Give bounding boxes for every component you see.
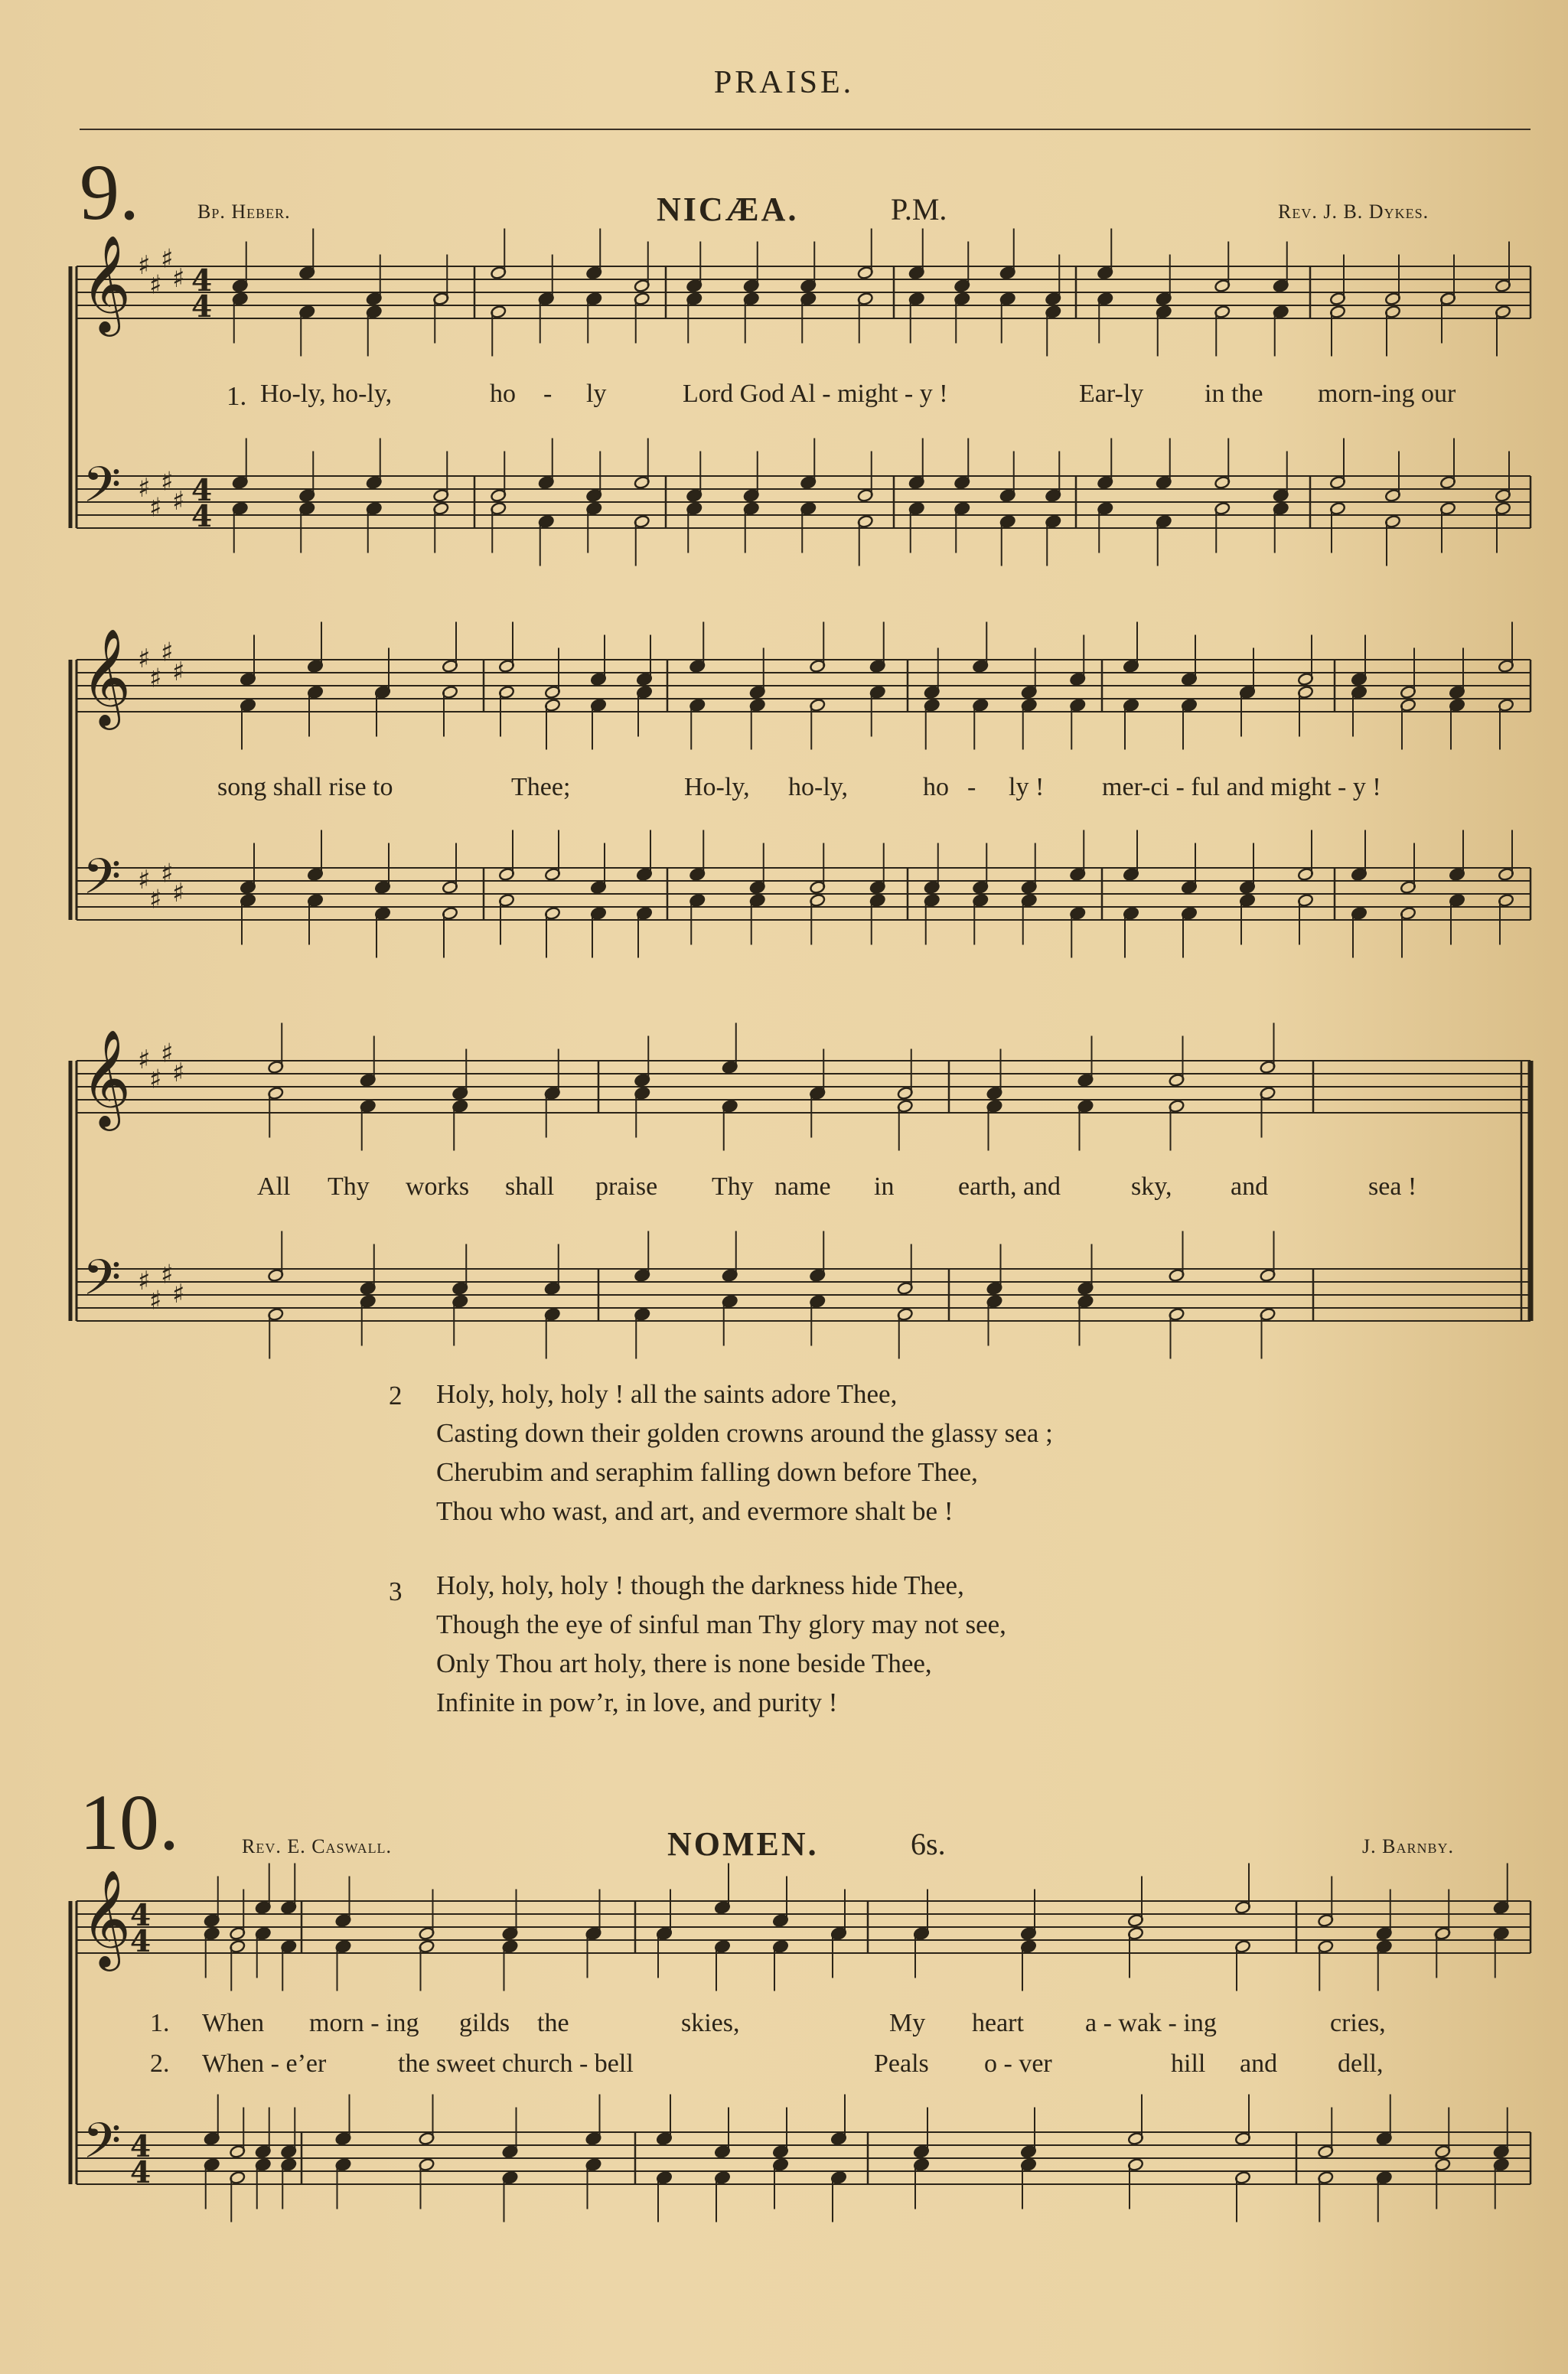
sharp-icon: ♯ xyxy=(172,1058,185,1088)
lyric: Ear-ly xyxy=(1079,380,1144,408)
hymn9-author: Bp. Heber. xyxy=(197,201,291,223)
lyric: mer-ci - ful and might - y ! xyxy=(1102,773,1381,801)
treble-clef-icon: 𝄞 xyxy=(81,1869,132,1967)
lyric: All xyxy=(257,1172,291,1201)
lyric: in xyxy=(874,1172,895,1201)
lyric: shall xyxy=(505,1172,555,1201)
hymn10-author: Rev. E. Caswall. xyxy=(242,1835,393,1857)
bass-clef-icon: 𝄢 xyxy=(83,1250,122,1319)
lyric: sky, xyxy=(1131,1172,1172,1201)
sharp-icon: ♯ xyxy=(138,644,151,674)
lyric: morn-ing our xyxy=(1318,380,1456,408)
hymn10-number: 10. xyxy=(80,1779,179,1867)
lyric: When - e’er xyxy=(202,2050,327,2078)
sharp-icon: ♯ xyxy=(149,1285,162,1316)
lyric: song shall rise to xyxy=(217,773,393,801)
stanza-line: Only Thou art holy, there is none beside Thee, xyxy=(436,1648,932,1678)
lyric: earth, and xyxy=(958,1172,1061,1201)
time-signature-top: 4 xyxy=(130,1898,152,1933)
lyric: - xyxy=(967,773,976,801)
sharp-icon: ♯ xyxy=(138,250,151,281)
lyric: ho-ly, xyxy=(788,773,849,801)
lyric: heart xyxy=(972,2009,1024,2037)
lyric: Peals xyxy=(874,2050,929,2078)
stanza-line: Infinite in pow’r, in love, and purity ! xyxy=(436,1688,838,1717)
lyric: - xyxy=(543,380,553,408)
sharp-icon: ♯ xyxy=(138,865,151,895)
lyric: and xyxy=(1240,2050,1278,2078)
lyric: ho xyxy=(490,380,516,408)
sharp-icon: ♯ xyxy=(149,884,162,915)
sharp-icon: ♯ xyxy=(161,466,174,497)
lyric: skies, xyxy=(681,2009,740,2037)
clefs xyxy=(81,234,131,2182)
time-signature-bottom: 4 xyxy=(130,1924,152,1959)
bass-clef-icon: 𝄢 xyxy=(83,457,122,526)
lyric: works xyxy=(406,1172,470,1201)
lyric: cries, xyxy=(1330,2009,1386,2037)
sharp-icon: ♯ xyxy=(172,657,185,687)
hymn9-composer: Rev. J. B. Dykes. xyxy=(1278,201,1429,223)
lyric: When xyxy=(202,2009,265,2037)
stanza-number: 3 xyxy=(389,1577,403,1606)
lyric: sea ! xyxy=(1368,1172,1417,1201)
verse-number: 1. xyxy=(150,2009,170,2037)
sharp-icon: ♯ xyxy=(149,663,162,694)
time-signature-bottom: 4 xyxy=(191,499,213,534)
stanza-line: Cherubim and seraphim falling down before Thee, xyxy=(436,1457,978,1487)
time-signature-top: 4 xyxy=(191,473,213,508)
lyric: hill xyxy=(1171,2050,1206,2078)
hymn9-meter: P.M. xyxy=(891,192,947,227)
hymn10-composer: J. Barnby. xyxy=(1362,1835,1454,1857)
stanza-line: Holy, holy, holy ! though the darkness hide Thee, xyxy=(436,1570,964,1600)
hymn10-tune: NOMEN. xyxy=(667,1825,819,1863)
lyric: Ho-ly, ho-ly, xyxy=(260,380,393,408)
hymn9-tune: NICÆA. xyxy=(657,191,799,228)
stanza-line: Casting down their golden crowns around the glassy sea ; xyxy=(436,1418,1053,1448)
sharp-icon: ♯ xyxy=(138,473,151,504)
treble-clef-icon: 𝄞 xyxy=(81,1029,132,1127)
lyric: ly xyxy=(586,380,607,408)
lyric: the sweet church - bell xyxy=(398,2050,634,2078)
lyric: Thy xyxy=(712,1172,754,1201)
lyric: Thy xyxy=(328,1172,370,1201)
lyric: and xyxy=(1231,1172,1269,1201)
stanza-number: 2 xyxy=(389,1381,403,1410)
sharp-icon: ♯ xyxy=(172,878,185,908)
lyric: a - wak - ing xyxy=(1085,2009,1217,2037)
treble-clef-icon: 𝄞 xyxy=(81,628,132,726)
sharp-icon: ♯ xyxy=(161,858,174,889)
sharp-icon: ♯ xyxy=(161,243,174,275)
sharp-icon: ♯ xyxy=(149,492,162,523)
time-signature-bottom: 4 xyxy=(130,2155,152,2190)
lyric: Thee; xyxy=(511,773,571,801)
sharp-icon: ♯ xyxy=(149,269,162,301)
lyric: morn - ing xyxy=(309,2009,419,2037)
sharp-icon: ♯ xyxy=(161,1038,174,1069)
lyric: praise xyxy=(595,1172,658,1201)
sharp-icon: ♯ xyxy=(149,1064,162,1095)
page-section-header: PRAISE. xyxy=(713,65,855,100)
time-signature-bottom: 4 xyxy=(191,289,213,324)
stanza-line: Thou who wast, and art, and evermore shalt be ! xyxy=(436,1496,954,1526)
lyric: o - ver xyxy=(984,2050,1052,2078)
time-signature-top: 4 xyxy=(130,2129,152,2164)
lyric: name xyxy=(774,1172,831,1201)
bass-clef-icon: 𝄢 xyxy=(83,849,122,918)
treble-clef-icon: 𝄞 xyxy=(81,234,132,332)
hymn10-meter: 6s. xyxy=(911,1827,946,1861)
lyric: Ho-ly, xyxy=(684,773,750,801)
lyric: dell, xyxy=(1338,2050,1384,2078)
sharp-icon: ♯ xyxy=(161,637,174,668)
lyric: ho xyxy=(923,773,949,801)
sharp-icon: ♯ xyxy=(161,1259,174,1290)
barlines xyxy=(70,266,1531,2184)
verse-number: 2. xyxy=(150,2050,170,2078)
sharp-icon: ♯ xyxy=(138,1266,151,1296)
sharp-icon: ♯ xyxy=(138,1045,151,1075)
lyric: gilds xyxy=(459,2009,510,2037)
hymn9-verse-number: 1. xyxy=(227,381,247,411)
lyric: My xyxy=(889,2009,926,2037)
lyric: Lord God Al - might - y ! xyxy=(683,380,948,408)
stanza-line: Holy, holy, holy ! all the saints adore Thee, xyxy=(436,1379,898,1409)
lyric: the xyxy=(537,2009,569,2037)
time-signature-top: 4 xyxy=(191,263,213,298)
sharp-icon: ♯ xyxy=(172,486,185,517)
hymn9-number: 9. xyxy=(80,148,139,236)
sharp-icon: ♯ xyxy=(172,1279,185,1309)
lyric: in the xyxy=(1205,380,1263,408)
bass-clef-icon: 𝄢 xyxy=(83,2113,122,2182)
stanza-line: Though the eye of sinful man Thy glory may not see, xyxy=(436,1609,1006,1639)
sharp-icon: ♯ xyxy=(172,263,185,294)
lyric: ly ! xyxy=(1009,773,1045,801)
key-signatures xyxy=(138,244,184,1316)
